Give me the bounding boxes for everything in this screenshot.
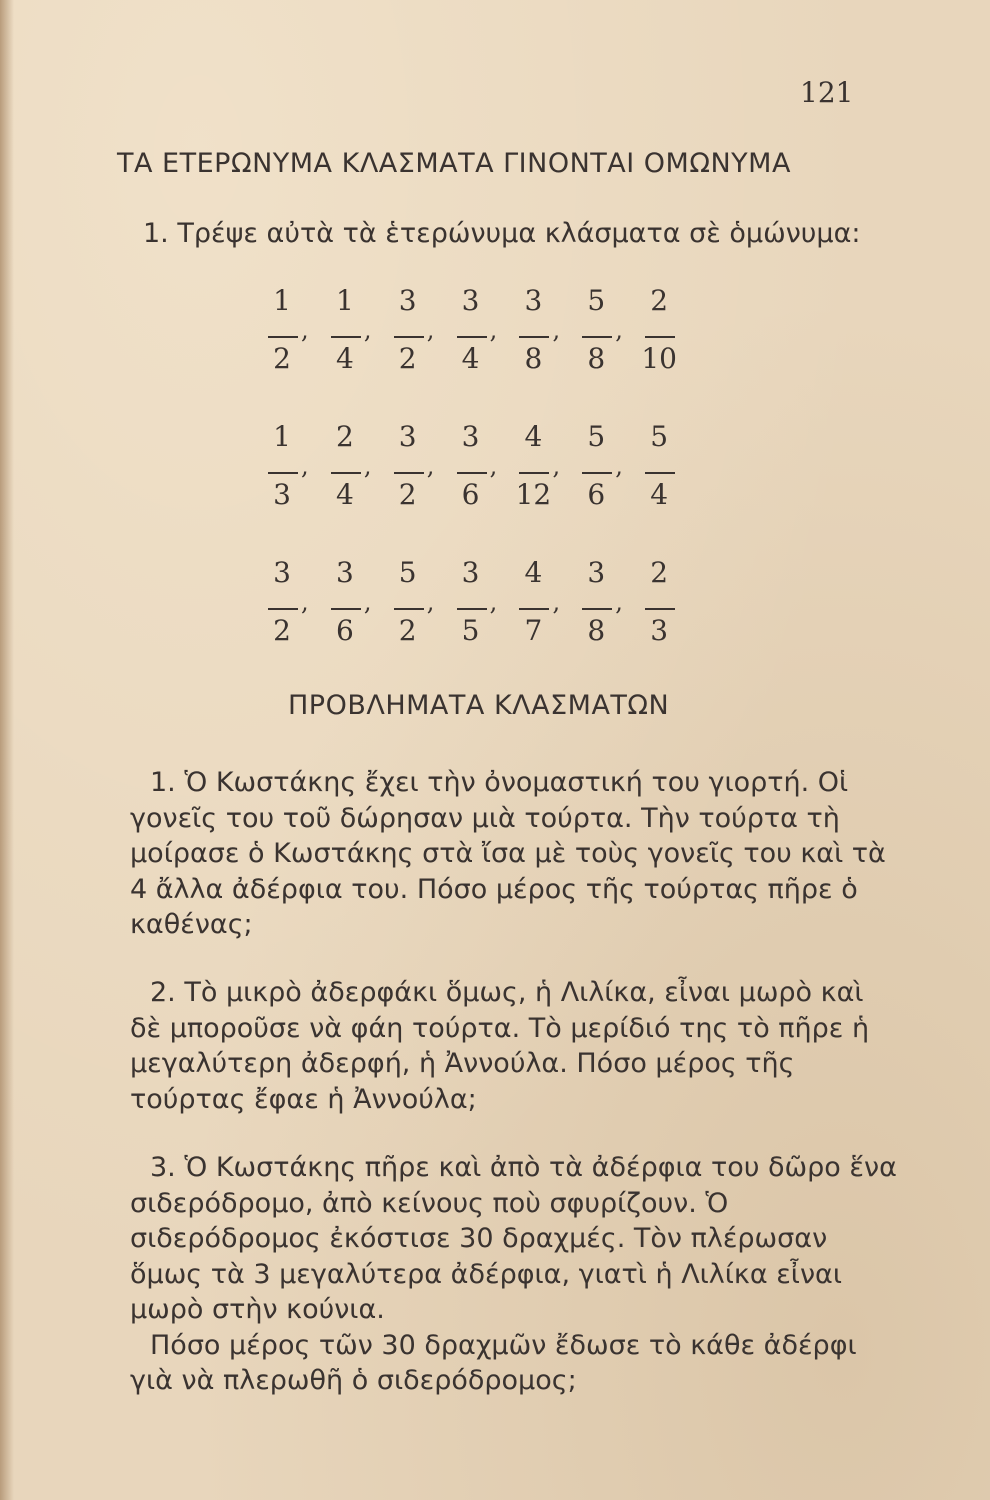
fraction-bar bbox=[268, 472, 298, 474]
numerator: 3 bbox=[273, 556, 291, 589]
fraction: 5 , 6 bbox=[572, 420, 635, 520]
fraction-row-3 bbox=[258, 556, 698, 656]
fraction-bar bbox=[394, 472, 424, 474]
denominator: 6 bbox=[461, 478, 480, 511]
numerator: 5 bbox=[587, 420, 606, 453]
fraction: 1 , 2 bbox=[258, 284, 321, 384]
numerator: 3 bbox=[524, 284, 543, 317]
fraction bbox=[635, 556, 698, 656]
denominator: 3 bbox=[650, 614, 669, 647]
fraction: 3 , 4 bbox=[447, 284, 510, 384]
denominator: 8 bbox=[587, 342, 606, 375]
fraction-row-1 bbox=[258, 284, 698, 384]
denominator: 5 bbox=[461, 614, 480, 647]
problem-text: 1. Ὁ Κωστάκης ἔχει τὴν ὀνομαστική του γιορτή. Οἱ γονεῖς του τοῦ δώρησαν μιὰ τούρτα. Τὴν τούρτα τὴ μοίρασε ὁ Κωστάκης στὰ ἴσα μὲ τοὺς γονεῖς του καὶ τὰ 4 ἄλλα ἀδέρφια του. Πόσο μέρος τῆς τούρτας πῆρε ὁ καθένας; bbox=[130, 767, 886, 940]
numerator: 3 bbox=[587, 556, 606, 589]
section-title-fractions: ΤΑ ΕΤΕΡΩΝΥΜΑ ΚΛΑΣΜΑΤΑ ΓΙΝΟΝΤΑΙ ΟΜΩΝΥΜΑ bbox=[117, 148, 791, 179]
numerator: 4 bbox=[524, 420, 543, 453]
fraction: 3 , 6 bbox=[321, 556, 384, 656]
numerator: 5 bbox=[587, 284, 606, 317]
fraction bbox=[635, 284, 698, 384]
numerator: 3 bbox=[461, 556, 480, 589]
exercise-instruction: 1. Τρέψε αὐτὰ τὰ ἑτερώνυμα κλάσματα σὲ ὁμώνυμα: bbox=[143, 218, 861, 249]
fraction: 4 , 7 bbox=[509, 556, 572, 656]
numerator: 3 bbox=[461, 420, 480, 453]
fraction-bar bbox=[457, 608, 487, 610]
fraction-bar bbox=[268, 336, 298, 338]
numerator: 1 bbox=[335, 284, 354, 317]
denominator: 6 bbox=[587, 478, 606, 511]
fraction: 2 , 4 bbox=[321, 420, 384, 520]
fraction-bar bbox=[457, 336, 487, 338]
fraction-row-2 bbox=[258, 420, 698, 520]
problem-text: 3. Ὁ Κωστάκης πῆρε καὶ ἀπὸ τὰ ἀδέρφια του δῶρο ἕνα σιδερόδρομο, ἀπὸ κείνους ποὺ σφυρίζουν. Ὁ σιδερόδρομος ἐκόστισε 30 δραχμές. Τὸν πλέρωσαν ὅμως τὰ 3 μεγαλύτερα ἀδέρφια, γιατὶ ἡ Λιλίκα εἶναι μωρὸ στὴν κούνια. bbox=[130, 1152, 897, 1325]
numerator: 5 bbox=[650, 420, 669, 453]
fraction-bar bbox=[331, 336, 361, 338]
page-edge-shadow bbox=[0, 0, 14, 1500]
fraction: 4 , 12 bbox=[509, 420, 572, 520]
denominator: 8 bbox=[524, 342, 543, 375]
fraction-bar bbox=[457, 472, 487, 474]
problem-1 bbox=[130, 765, 900, 943]
fraction-bar bbox=[268, 608, 298, 610]
fraction-bar bbox=[519, 336, 549, 338]
denominator: 8 bbox=[587, 614, 606, 647]
fraction: 1 , 3 bbox=[258, 420, 321, 520]
problem-question: Πόσο μέρος τῶν 30 δραχμῶν ἔδωσε τὸ κάθε ἀδέρφι γιὰ νὰ πλερωθῆ ὁ σιδερόδρομος; bbox=[130, 1329, 857, 1396]
numerator: 2 bbox=[650, 284, 669, 317]
numerator: 3 bbox=[461, 284, 480, 317]
fraction-bar bbox=[582, 608, 612, 610]
denominator: 3 bbox=[273, 478, 291, 511]
fraction bbox=[635, 420, 698, 520]
fraction: 1 , 4 bbox=[321, 284, 384, 384]
denominator: 6 bbox=[335, 614, 354, 647]
denominator: 10 bbox=[641, 342, 677, 375]
numerator: 5 bbox=[398, 556, 417, 589]
fraction-bar bbox=[645, 336, 675, 338]
fraction-bar bbox=[519, 472, 549, 474]
page-number: 121 bbox=[800, 76, 854, 109]
denominator: 4 bbox=[650, 478, 669, 511]
denominator: 4 bbox=[335, 342, 354, 375]
fraction-bar bbox=[645, 472, 675, 474]
numerator: 2 bbox=[335, 420, 354, 453]
fraction: 3 , 2 bbox=[384, 284, 447, 384]
numerator: 1 bbox=[273, 284, 291, 317]
fraction: 5 , 8 bbox=[572, 284, 635, 384]
numerator: 3 bbox=[398, 420, 417, 453]
fraction-bar bbox=[582, 472, 612, 474]
fraction-bar bbox=[331, 472, 361, 474]
denominator: 2 bbox=[273, 614, 291, 647]
denominator: 2 bbox=[398, 342, 417, 375]
problem-3 bbox=[130, 1150, 900, 1399]
numerator: 3 bbox=[398, 284, 417, 317]
numerator: 1 bbox=[273, 420, 291, 453]
numerator: 4 bbox=[524, 556, 543, 589]
fraction-bar bbox=[645, 608, 675, 610]
denominator: 4 bbox=[461, 342, 480, 375]
fraction: 3 , 2 bbox=[384, 420, 447, 520]
problem-text: 2. Τὸ μικρὸ ἀδερφάκι ὅμως, ἡ Λιλίκα, εἶναι μωρὸ καὶ δὲ μποροῦσε νὰ φάη τούρτα. Τὸ μερίδιό της τὸ πῆρε ἡ μεγαλύτερη ἀδερφή, ἡ Ἀννούλα. Πόσο μέρος τῆς τούρτας ἔφαε ἡ Ἀννούλα; bbox=[130, 977, 870, 1115]
denominator: 2 bbox=[273, 342, 291, 375]
denominator: 2 bbox=[398, 614, 417, 647]
fraction-bar bbox=[331, 608, 361, 610]
denominator: 4 bbox=[335, 478, 354, 511]
fraction: 3 , 8 bbox=[572, 556, 635, 656]
fraction: 5 , 2 bbox=[384, 556, 447, 656]
fraction-bar bbox=[394, 608, 424, 610]
denominator: 2 bbox=[398, 478, 417, 511]
fraction-bar bbox=[582, 336, 612, 338]
fraction-bar bbox=[519, 608, 549, 610]
denominator: 12 bbox=[515, 478, 552, 511]
numerator: 3 bbox=[335, 556, 354, 589]
fraction: 3 , 2 bbox=[258, 556, 321, 656]
denominator: 7 bbox=[524, 614, 543, 647]
section-title-problems: ΠΡΟΒΛΗΜΑΤΑ ΚΛΑΣΜΑΤΩΝ bbox=[288, 690, 670, 721]
fraction: 3 , 6 bbox=[447, 420, 510, 520]
fraction-bar bbox=[394, 336, 424, 338]
numerator: 2 bbox=[650, 556, 669, 589]
fraction: 3 , 8 bbox=[509, 284, 572, 384]
problem-2 bbox=[130, 975, 900, 1117]
fraction: 3 , 5 bbox=[447, 556, 510, 656]
